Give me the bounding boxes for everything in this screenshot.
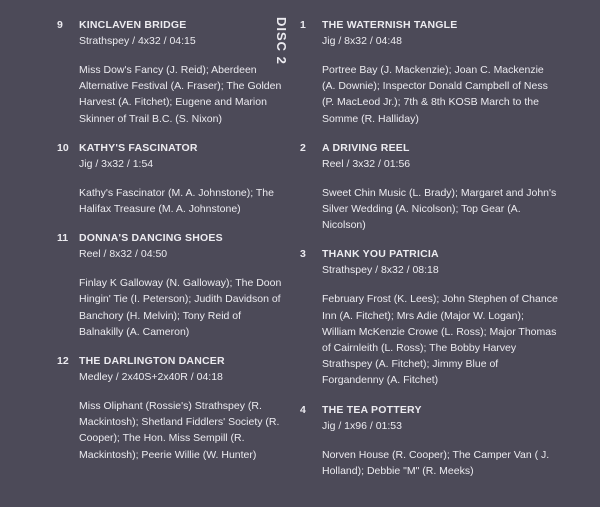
track-tunes: Finlay K Galloway (N. Galloway); The Doon Hingin' Tie (I. Peterson); Judith Davidson of Banchory (H. Melvin); Tony Reid of Balnakilly (A. Cameron) [79,277,282,338]
track-title: KINCLAVEN BRIDGE [79,19,187,31]
track-tunes: Portree Bay (J. Mackenzie); Joan C. Mackenzie (A. Downie); Inspector Donald Campbell of Ness (P. MacLeod Jr.); 7th & 8th KOSB March to the Somme (R. Halliday) [322,64,548,125]
track-tunes: February Frost (K. Lees); John Stephen of Chance Inn (A. Fitchet); Mrs Adie (Major W. Logan); William McKenzie Crowe (L. Ross); Major Thomas of Cairnleith (L. Ross); The Bobby Harvey Strathspey (A. Fitchet); Jimmy Blue of Forgandenny (A. Fitchet) [322,293,558,387]
track-number: 3 [300,248,306,261]
track-9 [57,17,287,127]
track-number: 12 [57,355,69,368]
track-meta: Jig / 3x32 / 1:54 [79,157,154,170]
track-number: 10 [57,141,69,154]
track-4 [300,402,560,479]
track-tunes: Miss Oliphant (Rossie's) Strathspey (R. Mackintosh); Shetland Fiddlers' Society (R. Cooper); The Hon. Miss Sempill (R. Mackintosh); Peerie Willie (W. Hunter) [79,400,280,461]
track-tunes: Sweet Chin Music (L. Brady); Margaret and John's Silver Wedding (A. Nicolson); Top Gear (A. Nicolson) [322,186,557,232]
track-title: KATHY'S FASCINATOR [79,141,198,154]
track-11 [57,230,287,340]
right-track-column [300,17,560,492]
track-number: 9 [57,19,63,31]
track-number: 11 [57,232,69,245]
track-number: 2 [300,141,306,154]
track-meta: Strathspey / 8x32 / 08:18 [322,264,439,277]
track-1 [300,17,560,127]
track-number: 1 [300,19,306,31]
track-title: THE TEA POTTERY [322,403,422,416]
track-meta: Jig / 1x96 / 01:53 [322,419,402,432]
track-tunes: Kathy's Fascinator (M. A. Johnstone); The Halifax Treasure (M. A. Johnstone) [79,186,274,216]
track-title: THE WATERNISH TANGLE [322,19,458,31]
track-12 [57,353,287,463]
track-title: DONNA'S DANCING SHOES [79,232,223,245]
track-number: 4 [300,403,306,416]
track-title: THE DARLINGTON DANCER [79,355,225,368]
left-track-column [57,17,287,476]
track-title: THANK YOU PATRICIA [322,248,439,261]
track-tunes: Norven House (R. Cooper); The Camper Van ( J. Holland); Debbie "M" (R. Meeks) [322,448,550,477]
track-10 [57,140,287,217]
track-2 [300,140,560,234]
track-meta: Reel / 8x32 / 04:50 [79,248,168,261]
track-title: A DRIVING REEL [322,141,410,154]
track-meta: Reel / 3x32 / 01:56 [322,157,411,170]
track-meta: Jig / 8x32 / 04:48 [322,35,402,47]
disc-label: DISC 2 [274,17,289,65]
track-meta: Medley / 2x40S+2x40R / 04:18 [79,371,223,384]
track-3 [300,246,560,388]
track-meta: Strathspey / 4x32 / 04:15 [79,35,196,47]
track-tunes: Miss Dow's Fancy (J. Reid); Aberdeen Alternative Festival (A. Fraser); The Golden Harvest (A. Fitchet); Eugene and Marion Skinner of Trail B.C. (S. Nixon) [79,64,282,125]
